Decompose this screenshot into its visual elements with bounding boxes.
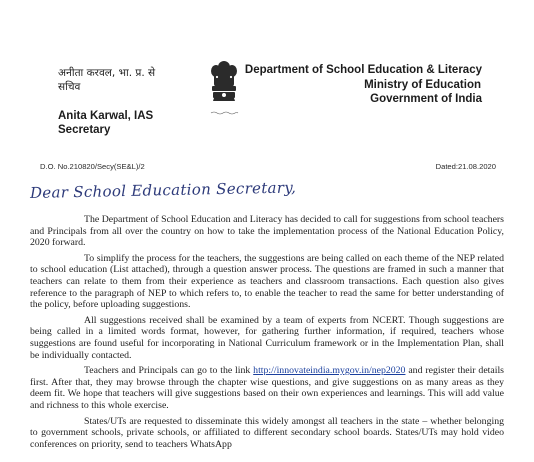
ministry-name: Ministry of Education xyxy=(364,78,481,91)
paragraph-3: All suggestions received shall be examined by a team of experts from NCERT. Though suggestions are being called in a limited words format, however, for gathering further information, if required, teachers whose suggestions are found useful for incorporating in National Curriculum framework or in the Implementation Plan, shall be individually contacted. xyxy=(30,314,504,361)
sender-name: Anita Karwal, IAS xyxy=(58,110,154,122)
letter-date: Dated:21.08.2020 xyxy=(435,162,496,171)
department-name: Department of School Education & Literacy xyxy=(244,64,482,76)
sender-hindi-name: अनीता करवल, भा. प्र. से xyxy=(58,67,156,79)
paragraph-4-rest: and register their details first. After that, they may browse through the chapter wise questions, and give suggestions on as many areas as they deem fit. We hope that teachers will give suggestions based on their own experiences and learnings. This will add value and richness to this whole exercise. xyxy=(30,365,504,411)
department-header xyxy=(245,63,482,107)
reference-number: D.O. No.210820/Secy(SE&L)/2 xyxy=(40,162,145,171)
sender-hindi-role: सचिव xyxy=(58,81,81,93)
national-emblem-icon xyxy=(205,57,243,121)
sender-role: Secretary xyxy=(58,124,111,136)
salutation-text: Dear School Education Secretary, xyxy=(29,178,297,202)
paragraph-2: To simplify the process for the teachers, the suggestions are being called on each theme of the NEP related to school education (List attached), through a question answer process. The questions are framed in such a manner that teachers can relate to them from their experience as teachers and classroom transactions. Each question also gives reference to the paragraph of NEP to which refers to, to enable the teacher to read the same for better understanding of the policy, before uploading suggestions. xyxy=(30,252,504,311)
paragraph-5: States/UTs are requested to disseminate this widely amongst all teachers in the state – whether belonging to government schools, private schools, or affiliated to different secondary school boards. States/UTs may hold video conferences on priority, send to teachers WhatsApp xyxy=(30,415,504,450)
nep-link[interactable]: http://innovateindia.mygov.in/nep2020 xyxy=(253,365,406,377)
handwritten-salutation xyxy=(30,180,360,216)
paragraph-4-lead: Teachers and Principals can go to the link xyxy=(84,365,254,377)
letter-body xyxy=(30,214,504,454)
paragraph-1: The Department of School Education and Literacy has decided to call for suggestions from school teachers and Principals from all over the country on how to take the implementation process of the National Education Policy, 2020 forward. xyxy=(30,214,504,249)
government-name: Government of India xyxy=(370,93,482,105)
paragraph-4 xyxy=(30,365,504,411)
